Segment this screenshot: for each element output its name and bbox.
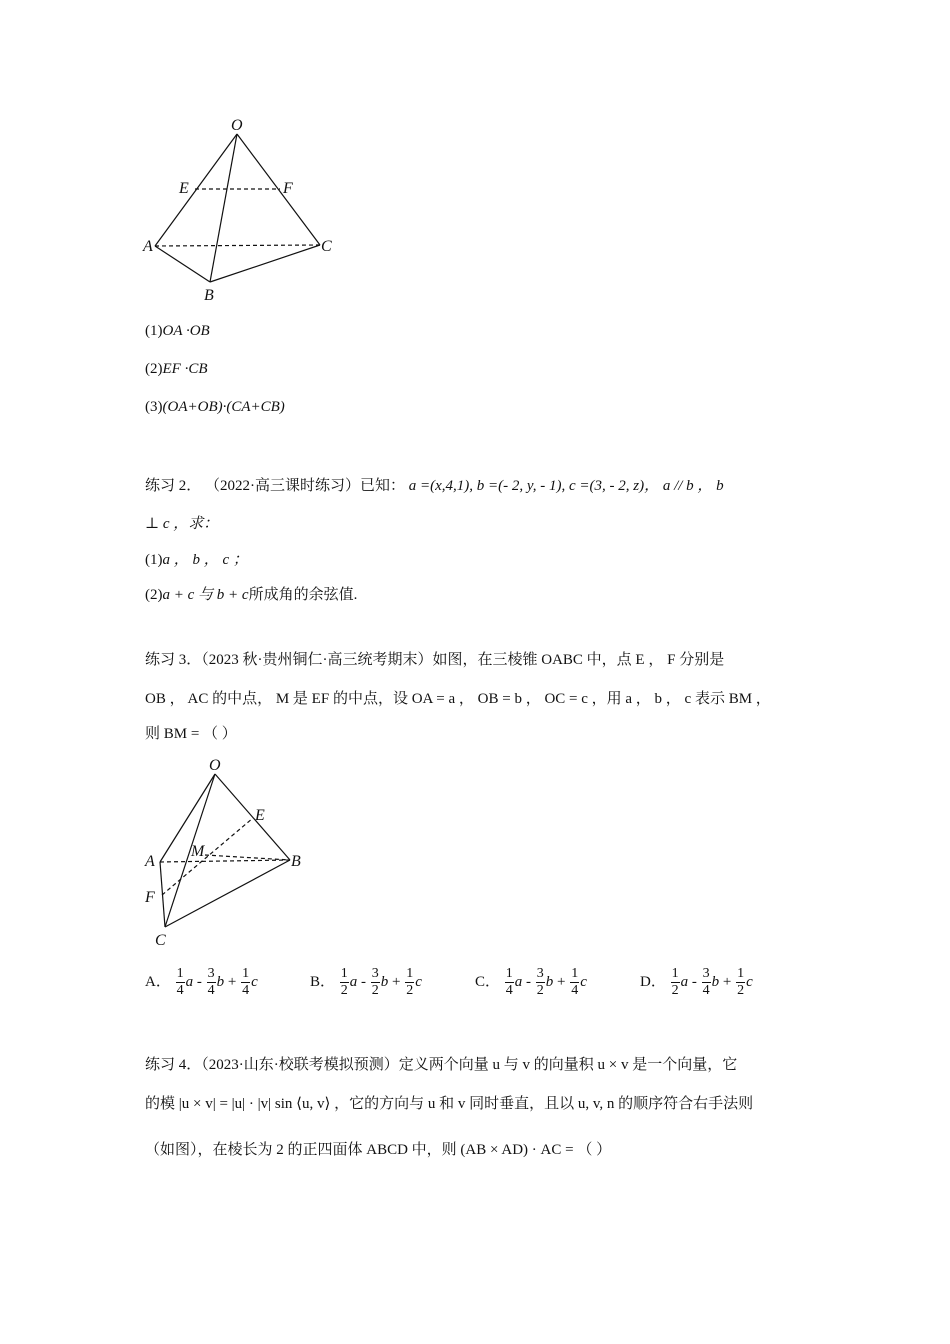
ex3-line-2-text: OB ， AC 的中点， M 是 EF 的中点，设 OA = a ， OB = b ， OC = c ，用 a ， b ， c 表示 BM ， <box>145 691 771 707</box>
fig2-label-f: F <box>145 889 155 906</box>
figure-tetrahedron-oabc <box>130 110 350 310</box>
ex2-part-1-text: a ， b ， c ； <box>162 552 248 568</box>
choice-b[interactable]: B． $\frac{1}{2}$ a - $\frac{3}{2}$ b + $\frac{1}{2}$ c <box>310 966 422 998</box>
ex2-line-1 <box>145 476 724 496</box>
fig2-label-a: A <box>145 853 155 870</box>
choice-a[interactable]: A． $\frac{1}{4}$ a - $\frac{3}{4}$ b + $\frac{1}{4}$ c <box>145 966 258 998</box>
q1-part-2 <box>145 359 208 379</box>
ex3-line-3 <box>145 724 237 744</box>
ex2-vec-b: , b =(- 2, y, - 1) <box>469 478 562 494</box>
choice-d[interactable]: D． $\frac{1}{2}$ a - $\frac{3}{4}$ b + $\frac{1}{2}$ c <box>640 966 753 998</box>
q1-part-3-num: (3) <box>145 399 163 415</box>
choice-a-frac-3: $\frac{1}{4}$ <box>242 966 250 998</box>
ex2-part-1-num: (1) <box>145 552 163 568</box>
ex4-line-1 <box>145 1055 737 1075</box>
choice-d-letter: D． <box>640 973 666 990</box>
fig2-label-b: B <box>291 853 301 870</box>
ex3-line-1-text: （2023 秋·贵州铜仁·高三统考期末）如图，在三棱锥 OABC 中，点 E ， F 分别是 <box>201 652 725 668</box>
choice-d-frac-3: $\frac{1}{2}$ <box>737 966 745 998</box>
choice-b-frac-3: $\frac{1}{2}$ <box>406 966 414 998</box>
choice-c-frac-1: $\frac{1}{4}$ <box>505 966 513 998</box>
choice-a-frac-2: $\frac{3}{4}$ <box>207 966 215 998</box>
fig1-label-b: B <box>204 287 214 304</box>
choice-c[interactable]: C． $\frac{1}{4}$ a - $\frac{3}{2}$ b + $\frac{1}{4}$ c <box>475 966 587 998</box>
ex2-line-2 <box>145 514 218 534</box>
ex2-source: （2022·高三课时练习）已知： <box>205 478 406 494</box>
choice-b-letter: B． <box>310 973 336 990</box>
ex2-vec-c: , c =(3, - 2, z) <box>561 478 645 494</box>
ex2-vec-a: a =(x,4,1) <box>408 478 470 494</box>
ex2-part-2-expr: a + c 与 b + c <box>162 587 249 603</box>
ex3-line-1 <box>145 650 724 670</box>
ex3-label: 练习 3． <box>145 652 202 668</box>
choice-d-frac-1: $\frac{1}{2}$ <box>671 966 679 998</box>
ex2-label: 练习 2． <box>145 478 202 494</box>
fig1-label-f: F <box>283 180 293 197</box>
ex2-part-1 <box>145 550 248 570</box>
ex4-line-3 <box>145 1140 611 1160</box>
fig1-label-e: E <box>179 180 189 197</box>
q1-part-1-expr: OA ·OB <box>162 323 210 339</box>
q1-part-2-num: (2) <box>145 361 163 377</box>
figure-tetrahedron-oabc-m <box>135 752 315 952</box>
choice-d-frac-2: $\frac{3}{4}$ <box>702 966 710 998</box>
choice-c-frac-3: $\frac{1}{4}$ <box>571 966 579 998</box>
fig2-label-e: E <box>255 807 265 824</box>
ex4-label: 练习 4． <box>145 1057 202 1073</box>
ex3-line-3-text: 则 BM = （ ） <box>145 726 237 742</box>
q1-part-1-num: (1) <box>145 323 163 339</box>
q1-part-3-expr: (OA+OB)·(CA+CB) <box>162 399 285 415</box>
choice-b-frac-2: $\frac{3}{2}$ <box>371 966 379 998</box>
ex4-line-3-text: （如图），在棱长为 2 的正四面体 ABCD 中，则 (AB × AD) · AC = （ ） <box>145 1142 612 1158</box>
ex2-condition: ， a // b ， b <box>644 478 724 494</box>
ex4-line-1-text: （2023·山东·校联考模拟预测）定义两个向量 u 与 v 的向量积 u × v 是一个向量，它 <box>201 1057 738 1073</box>
q1-part-3 <box>145 397 285 417</box>
ex2-part-2 <box>145 585 357 605</box>
choice-a-letter: A． <box>145 973 171 990</box>
fig2-label-o: O <box>209 757 221 774</box>
ex2-line-2-text: ⊥ c ，求： <box>145 516 219 532</box>
choice-c-letter: C． <box>475 973 501 990</box>
choice-a-frac-1: $\frac{1}{4}$ <box>176 966 184 998</box>
choice-c-frac-2: $\frac{3}{2}$ <box>536 966 544 998</box>
ex4-line-2-text: 的模 |u × v| = |u| · |v| sin ⟨u, v⟩ ，它的方向与 u 和 v 同时垂直，且以 u, v, n 的顺序符合右手法则 <box>145 1096 754 1112</box>
q1-part-2-expr: EF ·CB <box>162 361 208 377</box>
ex2-part-2-tail: 所成角的余弦值. <box>248 587 358 603</box>
choice-b-frac-1: $\frac{1}{2}$ <box>340 966 348 998</box>
ex4-line-2 <box>145 1094 753 1114</box>
fig1-label-c: C <box>321 238 332 255</box>
fig1-label-a: A <box>143 238 153 255</box>
fig1-label-o: O <box>231 117 243 134</box>
ex3-line-2 <box>145 689 771 709</box>
fig2-label-m: M <box>191 843 205 860</box>
fig2-label-c: C <box>155 932 166 949</box>
q1-part-1 <box>145 321 210 341</box>
ex2-part-2-num: (2) <box>145 587 163 603</box>
